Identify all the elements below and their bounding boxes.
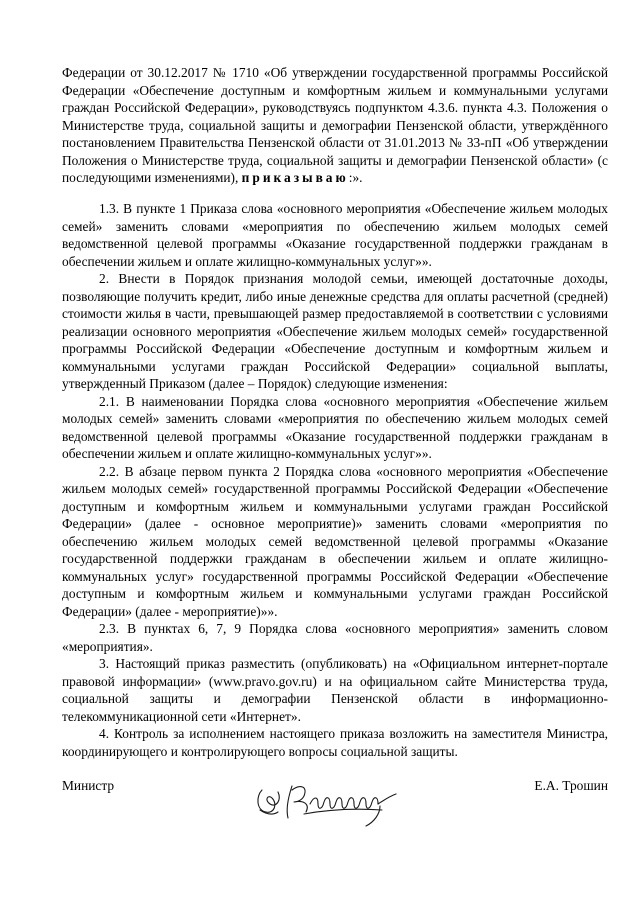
intro-paragraph (62, 64, 608, 187)
paragraph-2-3: 2.3. В пунктах 6, 7, 9 Порядка слова «основного мероприятия» заменить словом «мероприятия». (62, 621, 608, 654)
intro-text-end: :». (348, 170, 363, 185)
paragraph-2-2: 2.2. В абзаце первом пункта 2 Порядка слова «основного мероприятия «Обеспечение жильем молодых семей» государственной программы Российской Федерации «Обеспечение доступным и комфортным жильем и коммунальными услугами граждан Российской Федерации» (далее - основное мероприятие)» заменить словами «мероприятия по обеспечению жильем молодых семей ведомственной целевой программы «Оказание государственной поддержки гражданам в обеспечении жильем и оплате жилищно-коммунальных услуг» государственной программы Российской Федерации «Обеспечение доступным и комфортным жильем и коммунальными услугами граждан Российской Федерации» (далее - мероприятие)»». (62, 463, 608, 619)
paragraph-3: 3. Настоящий приказ разместить (опубликовать) на «Официальном интернет-портале правовой информации» (www.pravo.gov.ru) и на официальном сайте Министерства труда, социальной защиты и демографии Пензенской области в информационно-телекоммуникационной сети «Интернет». (62, 656, 608, 724)
document-body (62, 200, 608, 760)
paragraph-2: 2. Внести в Порядок признания молодой семьи, имеющей достаточные доходы, позволяющие получить кредит, либо иные денежные средства для оплаты расчетной (средней) стоимости жилья в части, превышающей размер предоставляемой в соответствии с условиями реализации основного мероприятия «Обеспечение жильем молодых семей» государственной программы Российской Федерации «Обеспечение доступным и комфортным жильем и коммунальными услугами граждан Российской Федерации» социальной выплаты, утвержденный Приказом (далее – Порядок) следующие изменения: (62, 271, 608, 391)
signer-name: Е.А. Трошин (534, 778, 608, 793)
paragraph-2-1: 2.1. В наименовании Порядка слова «основного мероприятия «Обеспечение жильем молодых семей» заменить словами «мероприятия по обеспечению жильем молодых семей ведомственной целевой программы «Оказание государственной поддержки гражданам в обеспечении жильем и оплате жилищно-коммунальных услуг»». (62, 393, 608, 461)
intro-text: Федерации от 30.12.2017 № 1710 «Об утверждении государственной программы Российской Федерации «Обеспечение доступным и комфортным жильем и коммунальными услугами граждан Российской Федерации», руководствуясь подпунктом 4.3.6. пункта 4.3. Положения о Министерстве труда, социальной защиты и демографии Пензенской области, утверждённого постановлением Правительства Пензенской области от 31.01.2013 № 33-пП «Об утверждении Положения о Министерстве труда, социальной защиты и демографии Пензенской области» (с последующими изменениями), (62, 65, 608, 185)
signature-block (62, 778, 608, 838)
handwritten-signature (248, 770, 408, 830)
order-keyword: приказываю (241, 170, 349, 185)
paragraph-4: 4. Контроль за исполнением настоящего приказа возложить на заместителя Министра, координирующего и контролирующего вопросы социальной защиты. (62, 726, 608, 759)
paragraph-1-3: 1.3. В пункте 1 Приказа слова «основного мероприятия «Обеспечение жильем молодых семей» заменить словами «мероприятия по обеспечению жильем молодых семей ведомственной целевой программы «Оказание государственной поддержки гражданам в обеспечении жильем и оплате жилищно-коммунальных услуг»». (62, 201, 608, 269)
signer-title: Министр (62, 778, 115, 793)
